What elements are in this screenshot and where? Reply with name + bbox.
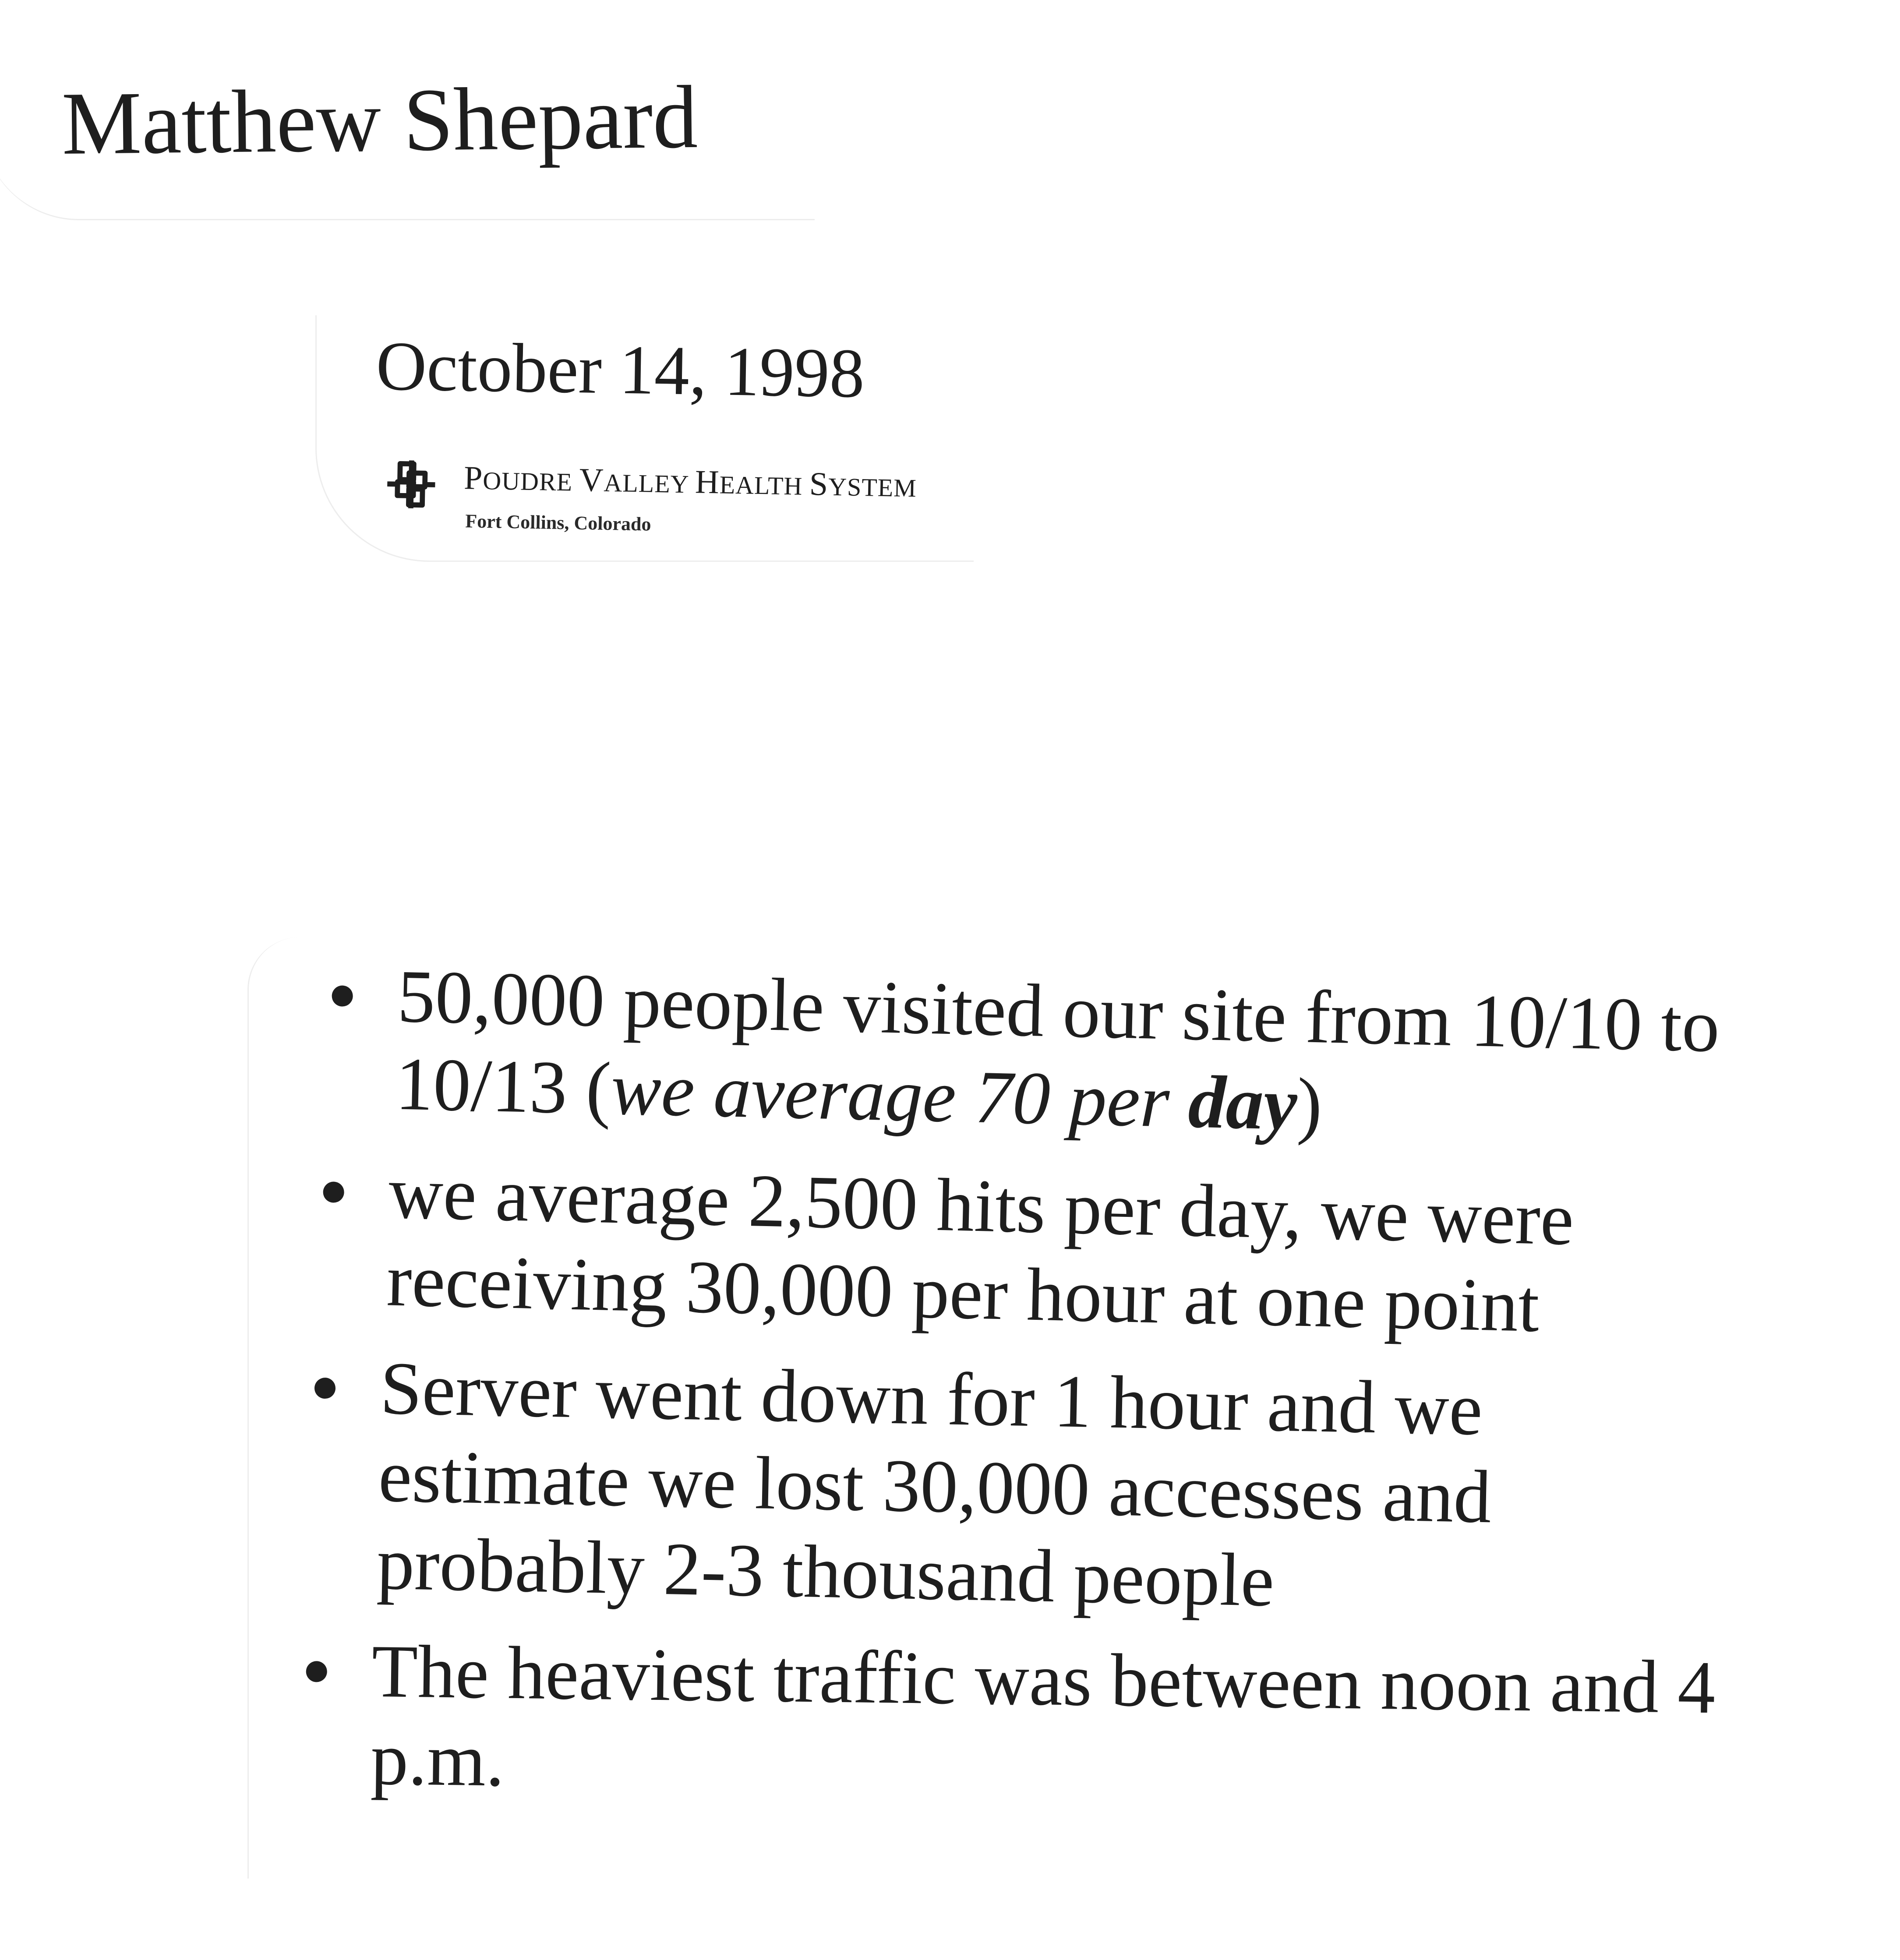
page-title: Matthew Shepard xyxy=(61,67,698,173)
poudre-valley-knot-icon xyxy=(382,455,440,513)
list-item xyxy=(290,950,1800,1160)
bullet-text: The heaviest traffic was between noon and 4 p.m. xyxy=(370,1629,1716,1802)
bullet-dot xyxy=(314,1378,336,1399)
org-location: Fort Collins, Colorado xyxy=(465,510,651,535)
org-name: POUDRE VALLEY HEALTH SYSTEM xyxy=(463,459,917,503)
letterhead xyxy=(381,455,953,562)
bullet-text: 50,000 people visited our site from 10/10 to 10/13 (we average 70 per day) xyxy=(394,955,1721,1147)
bullet-text: we average 2,500 hits per day, we were receiving 30,000 per hour at one point xyxy=(385,1151,1575,1348)
bullet-text: Server went down for 1 hour and we estimate we lost 30,000 accesses and probably 2-3 thousand people xyxy=(376,1347,1492,1622)
document-date: October 14, 1998 xyxy=(375,327,865,412)
bullet-dot xyxy=(306,1661,327,1682)
list-item xyxy=(271,1343,1572,1630)
list-item xyxy=(281,1146,1703,1354)
bullet-dot xyxy=(323,1181,344,1203)
bullet-list xyxy=(293,950,1783,1823)
list-item xyxy=(265,1626,1774,1820)
bullet-dot xyxy=(332,985,353,1007)
